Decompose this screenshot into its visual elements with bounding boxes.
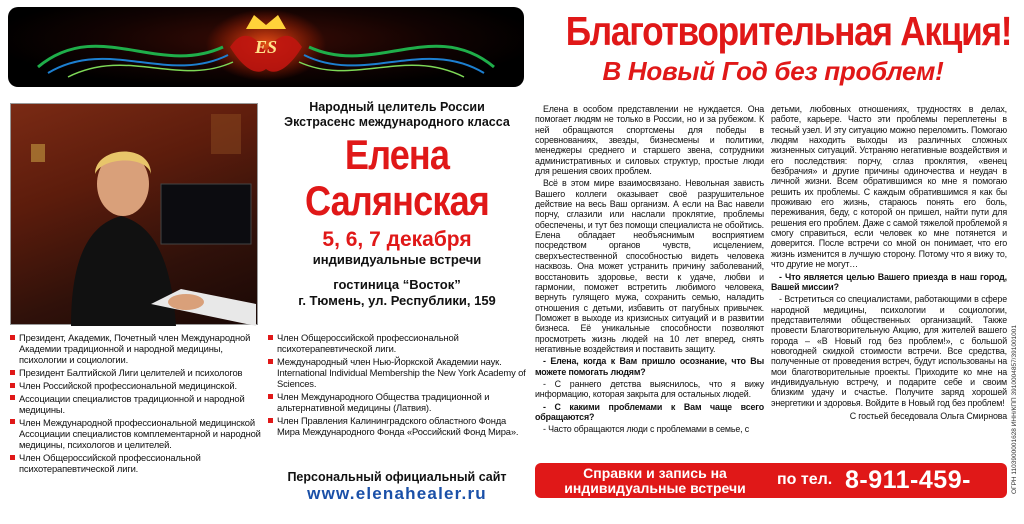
hotel-name: гостиница “Восток” xyxy=(333,277,461,292)
contact-bar xyxy=(535,463,1007,523)
interview-answer: - Часто обращаются люди с проблемами в семье, с xyxy=(543,424,750,435)
article-paragraph: Всё в этом мире взаимосвязано. Невольная зависть Вашего коллеги оказывает своё разрушительное действие на весь Ваш организм. А если на Вас навели порчу, сглазили или наслали проклятие, проблемы обеспечены, и тут без помощи специалиста не обойтись. Елена обладает необъяснимым восприятием посредством органов чувств, исцелением, сверхъестественной способностью видеть человека насквозь. Она может устранить причину заболеваний, восстановить здоровье, вести к удаче, любви и гармонии, поможет встретить любимого человека, вернуть гулящего мужа, сохранить семью, наладить отношения с детьми, избавить от пагубных привычек. Поможет в выходе из кризисных ситуаций и в развитии бизнеса. Её уникальные способности позволяют просмотреть жизнь людей на 10 лет вперед, снять негативные воздействия и поставить защиту. xyxy=(535,178,764,354)
list-item: Президент Балтийской Лиги целителей и психологов xyxy=(10,367,262,378)
article-signature: С гостьей беседовала Ольга Смирнова xyxy=(849,410,1007,421)
header-banner xyxy=(8,7,524,87)
phone-prefix: по тел. xyxy=(777,471,833,488)
interview-question: - Что является целью Вашего приезда в наш город, Вашей миссии? xyxy=(771,271,1007,292)
website-label: Персональный официальный сайт xyxy=(287,470,507,484)
last-name: Салянская xyxy=(304,177,490,224)
list-item: Президент, Академик, Почетный член Международной Академии традиционной и народной медицины, психологии и социологии. xyxy=(10,332,262,366)
article-paragraph: детьми, любовных отношениях, трудностях в делах, работе, карьере. Часто эти проблемы переплетены в тесный узел. И эту ситуацию можно переломить. Помогаю людям находить выходы из различных сложных жизненных ситуаций. Устраняю негативные воздействия и его последствия: порчу, сглаз проклятия, «венец безбрачия» и другие причины одиночества и неудач в личной жизни. Всем обратившимся ко мне я помогаю решить их проблемы. С каждым обратившимся я как бы проживаю его жизнь, стараюсь понять его боль, переживания, беду, с которой он пришел, найти пути для решения его проблем. Даже с самой тяжелой проблемой я смогу справиться, если человек ко мне потянется и доверится. После встречи со мной он понимает, что его жизнь изменится в лучшую сторону. Потому что я вижу то, что другие не могут… xyxy=(771,104,1007,270)
first-name: Елена xyxy=(344,131,450,178)
page-subtitle: В Новый Год без проблем! xyxy=(602,56,944,86)
credentials-list-left xyxy=(10,332,262,476)
list-item: Член Правления Калининградского областного Фонда Мира Международного Фонда «Российский Фонд Мира». xyxy=(268,415,530,437)
article-column-1 xyxy=(535,104,764,437)
list-item: Ассоциации специалистов традиционной и народной медицины. xyxy=(10,393,262,415)
event-dates: 5, 6, 7 декабря xyxy=(322,228,472,251)
website-link[interactable]: www.elenahealer.ru xyxy=(307,484,487,503)
hotel-address: г. Тюмень, ул. Республики, 159 xyxy=(298,293,496,308)
registration-info: ОГРН 1103900001628 ИНН/КПП 3910004857/391001001 xyxy=(1011,324,1018,494)
list-item: Член Общероссийской профессиональной психотерапевтической лиги. xyxy=(268,332,530,354)
headline xyxy=(532,8,1014,86)
monogram-logo: ES xyxy=(254,37,278,57)
interview-answer: - С раннего детства выяснилось, что я вижу информацию, которая закрыта для остальных людей. xyxy=(535,378,764,400)
website-block xyxy=(266,470,528,504)
credentials-list-middle xyxy=(268,332,530,439)
interview-question: - С какими проблемами к Вам чаще всего обращаются? xyxy=(535,401,764,422)
list-item: Член Российской профессиональной медицинской. xyxy=(10,380,262,391)
intro-line-2: Экстрасенс международного класса xyxy=(284,115,510,129)
interview-question: - Елена, когда к Вам пришло осознание, что Вы можете помогать людям? xyxy=(535,356,764,377)
intro-block xyxy=(266,100,528,309)
phone-number[interactable]: 8-911-459-01-20 xyxy=(845,466,971,523)
contact-label: Справки и запись на индивидуальные встречи xyxy=(564,465,746,496)
list-item: Международный член Нью-Йоркской Академии наук. International Individual Membership the New York Academy of Sciences. xyxy=(268,356,530,390)
list-item: Член Международного Общества традиционной и альтернативной медицины (Латвия). xyxy=(268,391,530,413)
intro-line-1: Народный целитель России xyxy=(309,100,485,114)
meetings-label: индивидуальные встречи xyxy=(312,252,482,267)
page-title: Благотворительная Акция! xyxy=(565,8,1012,54)
interview-answer: - Встретиться со специалистами, работающими в сфере народной медицины, психологии и социологии, представителями общественных организаций. Также провести Благотворительную Акцию, для жителей вашего города – «В Новый год без проблем!», с большой новогодней скидкой стоимости встречи. Все средства, полученные от проведения встреч, будут использованы на мои благотворительные проекты. Приходите ко мне на индивидуальную встречу, и подарите себе и своим близким удачу и счастье. Получите заряд хорошей энергетики и здоровья. Войдите в Новый год без проблем! xyxy=(771,294,1007,408)
list-item: Член Международной профессиональной медицинской Ассоциации специалистов комплементарной и народной медицины, психологов и целителей. xyxy=(10,417,262,451)
article-paragraph: Елена в особом представлении не нуждается. Она помогает людям не только в России, но и за рубежом. К ней обращаются спортсмены для победы в соревнованиях, звезды, бизнесмены и политики, менеджеры среднего и старшего звена, сотрудники административных и силовых структур, простые люди для решения своих проблем. xyxy=(535,104,764,177)
article-column-2 xyxy=(771,104,1007,421)
portrait-photo xyxy=(10,103,258,325)
list-item: Член Общероссийской профессиональной психотерапевтической лиги. xyxy=(10,452,262,474)
